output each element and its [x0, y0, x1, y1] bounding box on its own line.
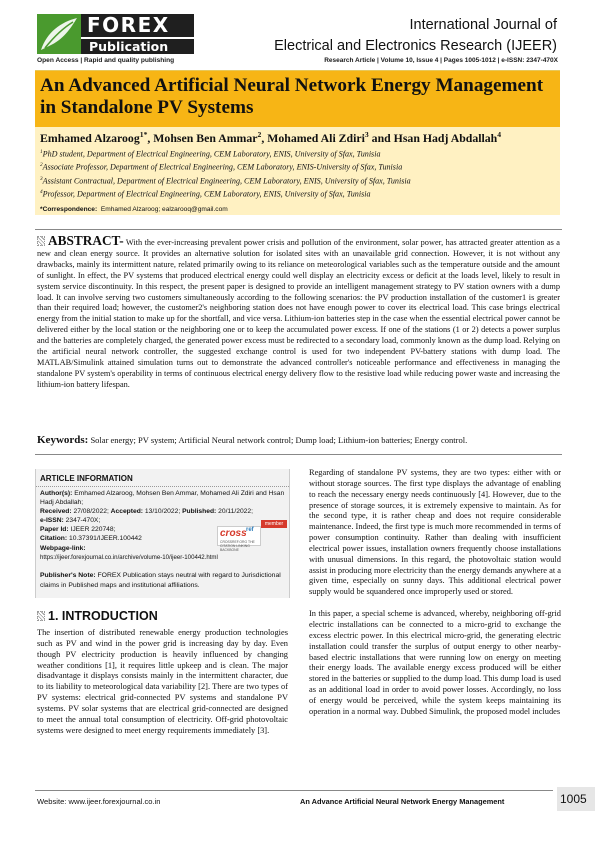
- section-marker-icon: [37, 236, 45, 246]
- journal-meta: Research Article | Volume 10, Issue 4 | Pages 1005-1012 | e-ISSN: 2347-470X: [324, 57, 558, 64]
- author-name: Mohamed Ali Zdiri: [267, 130, 365, 145]
- info-received-label: Received:: [40, 508, 72, 516]
- divider: [35, 454, 562, 455]
- keywords-label: Keywords:: [37, 434, 89, 446]
- left-column: [37, 628, 288, 736]
- affiliation-item: $^2$Associate Professor, Department of Electrical Engineering, CEM Laboratory, ENIS-University of Sfax, Tunisia: [40, 162, 403, 172]
- title-bar: [35, 71, 560, 127]
- article-info-box: [35, 469, 290, 598]
- crossref-ref-text: ref: [246, 527, 254, 533]
- affiliation-item: $^1$PhD student, Department of Electrical Engineering, CEM Laboratory, ENIS, University of Sfax, Tunisia: [40, 149, 381, 159]
- paper-title: An Advanced Artificial Neural Network Energy Management in Standalone PV Systems: [40, 75, 544, 118]
- publisher-note-label: Publisher's Note:: [40, 572, 96, 579]
- info-published-value: 20/11/2022;: [218, 508, 253, 516]
- info-received-value: 27/08/2022;: [73, 508, 109, 516]
- crossref-member-label: member: [261, 520, 287, 528]
- info-paperid-value: IJEER 220748;: [70, 526, 116, 534]
- info-authors-label: Author(s):: [40, 490, 73, 497]
- crossref-subtitle: CROSSREF.ORG THE CITATION LINKING BACKBONE: [220, 540, 255, 552]
- info-eissn-label: e-ISSN:: [40, 517, 64, 525]
- footer-website[interactable]: Website: www.ijeer.forexjournal.co.in: [37, 797, 161, 806]
- info-webpage-link[interactable]: https://ijeer.forexjournal.co.in/archive/volume-10/ijeer-100442.html: [40, 553, 218, 561]
- body-paragraph: Regarding of standalone PV systems, they are two types: either with or without storage sources. The first type displays the advantage of enabling to reach the necessary energy needs continuously [4]. However, due to the presence of storage sources, it is extremely expensive to maintain. As for the second type, it is rather cheap and does not require considerable maintenance. Indeed, the first type is much more recommended in terms of power consumption continuity. Rather than dealing with insufficient electrical power issues, installation owners frequently choose installations with unusual dimensions. In this regard, the photovoltaic station would assist in producing more electricity than the energy demands anywhere at a given time, especially on sunny days. This additional electrical power supply would be squandered once improperly used or stored.: [309, 468, 561, 597]
- correspondence-text: Emhamed Alzaroog; ealzarooq@gmail.com: [100, 206, 228, 213]
- crossref-cross-text: cross: [220, 528, 247, 539]
- section-marker-icon: [37, 611, 45, 621]
- author-superscript: 4: [497, 130, 502, 139]
- info-citation-label: Citation:: [40, 535, 68, 543]
- introduction-heading-text: 1. INTRODUCTION: [48, 609, 158, 623]
- divider: [35, 229, 562, 230]
- page-number: 1005: [557, 787, 595, 811]
- article-info-heading: ARTICLE INFORMATION: [36, 469, 289, 487]
- author-superscript: 3: [364, 130, 369, 139]
- title-block: [35, 70, 560, 215]
- publisher-note: [40, 571, 288, 590]
- right-column: [309, 468, 561, 718]
- info-eissn-value: 2347-470X;: [65, 517, 101, 525]
- leaf-icon: [37, 14, 81, 54]
- publisher-tagline: Open Access | Rapid and quality publishing: [37, 57, 175, 64]
- info-accepted-label: Accepted:: [110, 508, 144, 516]
- footer-divider: [35, 790, 553, 791]
- crossref-badge[interactable]: [217, 520, 287, 552]
- publisher-logo: [37, 14, 194, 54]
- crossref-logo: [217, 526, 261, 552]
- body-paragraph: The insertion of distributed renewable energy production technologies such as PV and wind in the power grid is increasing day by day. Even though PV electricity production is heavily influenced by changing weather conditions [1], it requires little upkeep and is clean. The major disadvantage it displays consists mainly in the intermittent character, due to its liability to meteorological data variability [2]. There are two types of PV systems: electrical grid-connected PV systems and standalone PV systems. PV solar systems that are electrical grid-connected are designed to meet the annual total consumption of electricity. Off-grid photovoltaic systems were designed to meet energy requirements immediately [3].: [37, 628, 288, 735]
- author-superscript: 2: [257, 130, 262, 139]
- info-webpage-label: Webpage-link:: [40, 544, 86, 552]
- logo-forex-text: FOREX: [81, 14, 194, 37]
- journal-title: [237, 15, 557, 57]
- abstract-text: With the ever-increasing prevalent power crisis and pollution of the environment, solar power, has attracted greater attention as a new and clean energy source. It provides an alternative solution for isolated sites with an unavailable grid connection. However, it is not without any drawbacks, mainly its intermittent nature, related primarily owing to its reliance on meteorological variables such as the temperature outside and the amount of sunlight. In effect, the PV systems that produced electrical energy could well display an electricity excess or deficit at the loads level, likely to result in system service discontinuity. In this respect, the present paper is designed to provide an intelligent management strategy to PV station owners with a dump load. It can involve serving two customers simultaneously according to the following scenarios: the PV production installation of the customer1 is greater than their required load; however, the customer2's neighboring station does not have enough power to cover its electrical load. This case brings electrical energy from the initial station to make up for the shortfall, and vice versa. Lithium-ion batteries step in the case when the essential electrical power cannot be delivered either by the local station or the neighboring one or to keep the accumulated power excess. If one of the stations (1 or 2) detects a power surplus and the batteries are completely charged, the generated power excess must be redirected to a secondary load, commonly known as the dump load. Relying on the artificial neural network controller, the suggested exchange control is used for two independent PV-battery stations with dump load. The MATLAB/Simulink attained simulation turns out to demonstrate the advanced controller's noticeable performance and effectiveness in managing the standalone PV system's operability in terms of continuous electrical energy delivery flow to the resistive load while reducing power waste and increasing the lithium-ion battery lifespan.: [37, 238, 560, 389]
- info-paperid-label: Paper Id:: [40, 526, 69, 534]
- author-name: Mohsen Ben Ammar: [153, 130, 258, 145]
- introduction-heading: [37, 609, 158, 623]
- logo-publication-text: Publication: [81, 37, 194, 54]
- author-list: Emhamed Alzaroog$^{1*}$, Mohsen Ben Ammar$^2$, Mohamed Ali Zdiri$^3$ and Hsan Hadj Abdallah$^4$: [40, 130, 502, 145]
- journal-title-line1: International Journal of: [409, 17, 557, 33]
- correspondence-label: *Correspondence:: [40, 206, 98, 213]
- author-name: Hsan Hadj Abdallah: [393, 130, 498, 145]
- abstract: [37, 233, 560, 391]
- keywords-text: Solar energy; PV system; Artificial Neural network control; Dump load; Lithium-ion batteries; Energy control.: [90, 435, 468, 445]
- affiliation-item: $^4$Professor, Department of Electrical Engineering, CEM Laboratory, ENIS, University of Sfax, Tunisia: [40, 188, 371, 199]
- affiliation-list: [40, 147, 411, 200]
- publisher-note-text: FOREX Publication stays neutral with regard to Jurisdictional claims in Published maps and institutional affiliations.: [40, 572, 281, 589]
- keywords: [37, 434, 560, 446]
- info-authors-value: Emhamed Alzaroog, Mohsen Ben Ammar, Mohamed Ali Zdiri and Hsan Hadj Abdallah;: [40, 490, 285, 507]
- journal-title-line2: Electrical and Electronics Research (IJEER): [274, 38, 557, 54]
- author-superscript: 1*: [139, 130, 148, 139]
- author-name: Emhamed Alzaroog: [40, 130, 140, 145]
- footer-running-title: An Advance Artificial Neural Network Energy Management: [300, 797, 505, 806]
- affiliation-item: $^3$Assistant Contractual, Department of Electrical Engineering, CEM Laboratory, ENIS, University of Sfax, Tunisia: [40, 175, 411, 186]
- body-paragraph: In this paper, a special scheme is advanced, whereby, neighboring off-grid electric installations can be connected to a micro-grid to exchange the excess electric power. In this electrical micro-grid, the generating electric installation could transfer the surplus of output energy to other nearby-based electric installations that were running low on energy on meeting their energy loads. The available energy excess produced will be either stored in the batteries or supplied to the dump load. This dump load is used as an additional load in order to avoid power losses. Accordingly, no loss of energy would be perceived, while the system keeps maintaining its operation in a normal way. Dubbed Simulink, the proposed model includes: [309, 609, 561, 716]
- abstract-heading: ABSTRACT-: [48, 233, 124, 248]
- info-accepted-value: 13/10/2022;: [144, 508, 181, 516]
- info-published-label: Published:: [182, 508, 217, 516]
- info-citation-value: 10.37391/IJEER.100442: [68, 535, 142, 543]
- correspondence: [40, 206, 228, 213]
